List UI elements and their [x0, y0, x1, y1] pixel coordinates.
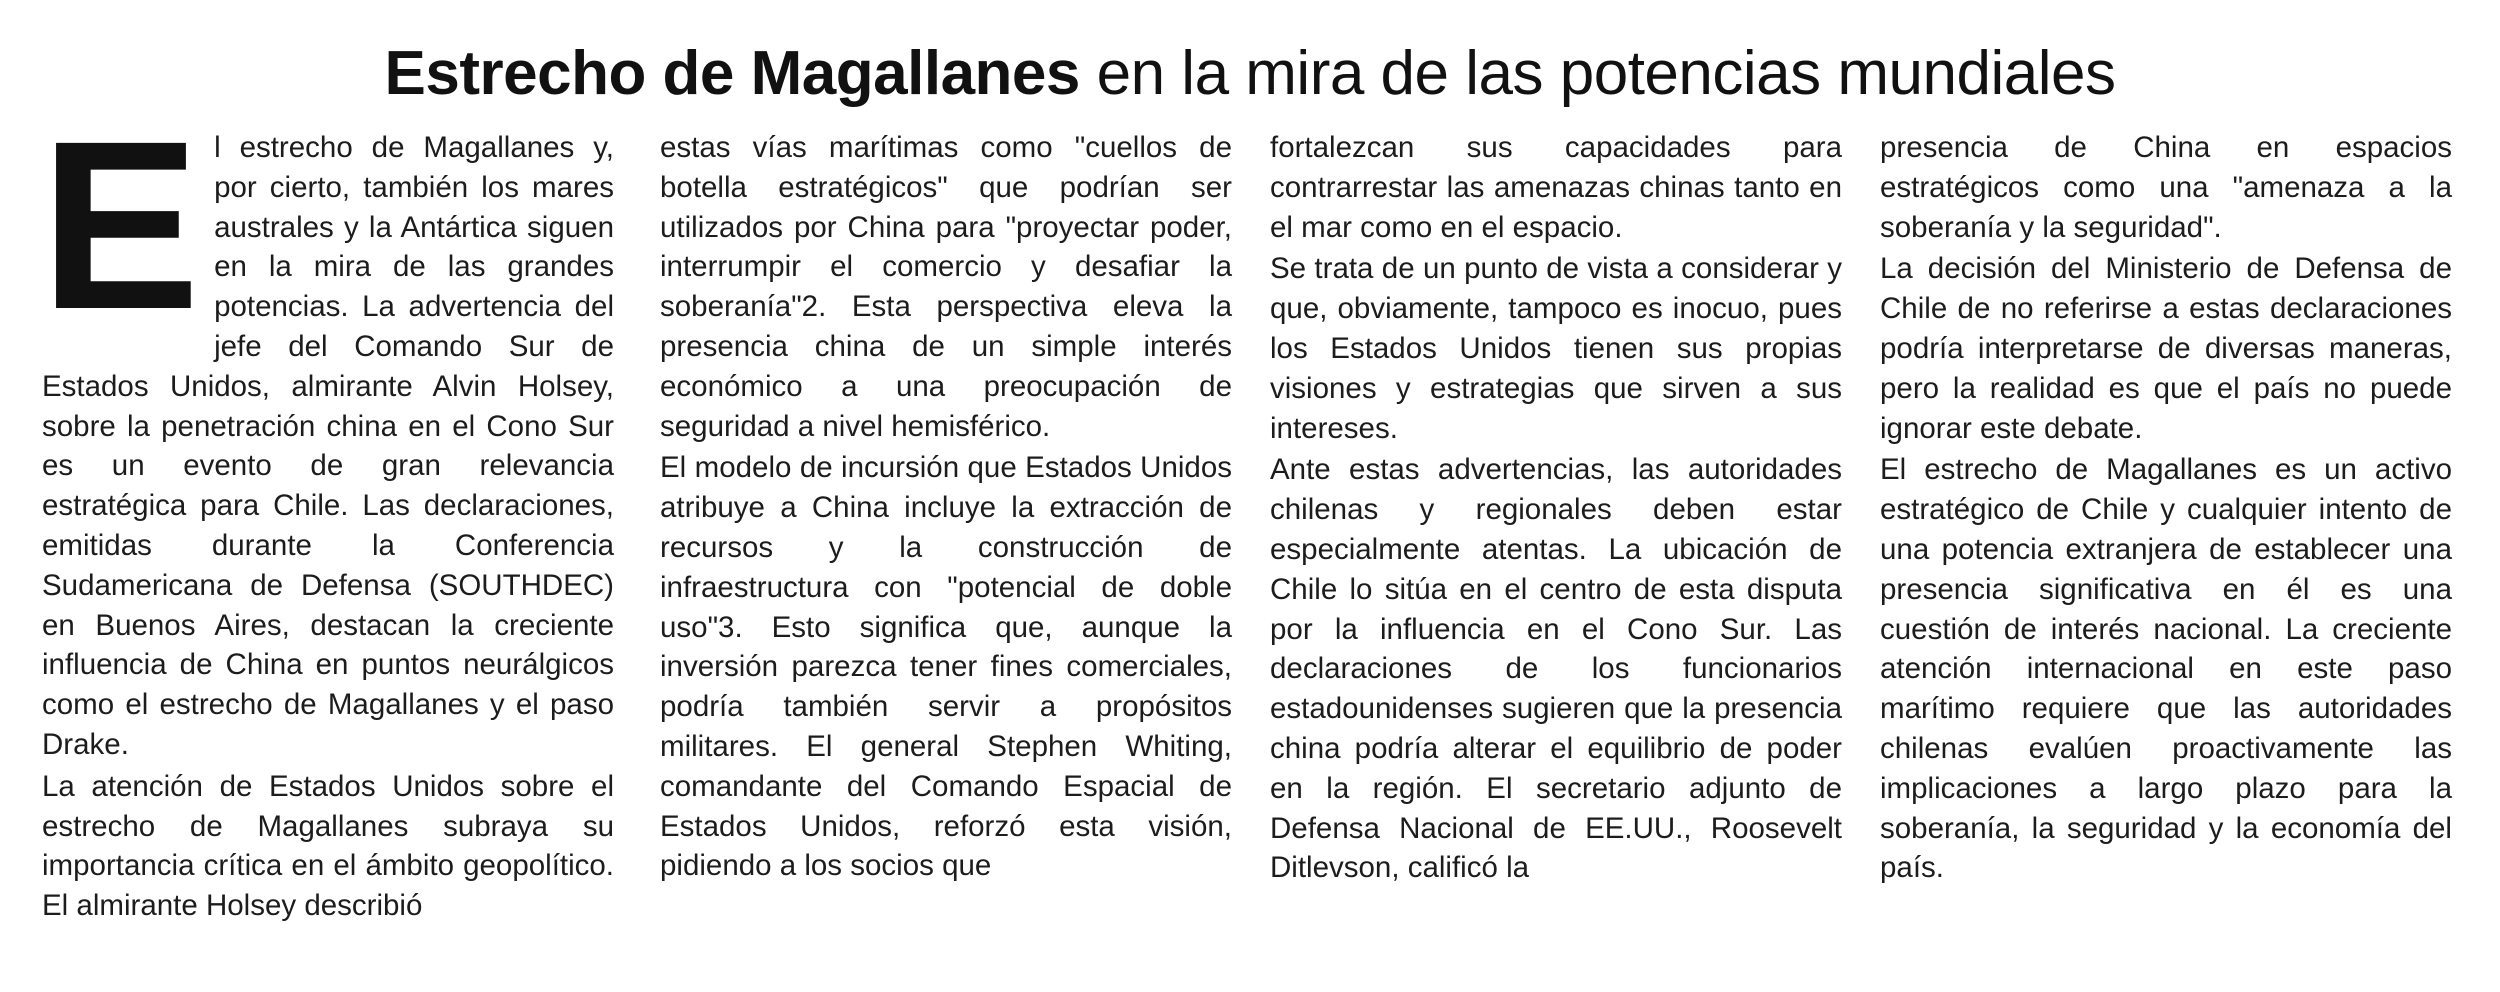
headline-strong: Estrecho de Magallanes — [384, 39, 1080, 108]
article-column-1 — [40, 91, 614, 928]
column-4-paragraph-3: El estrecho de Magallanes es un activo estratégico de Chile y cualquier intento de una potencia extranjera de establecer una presencia significativa en él es una cuestión de interés nacional. La creciente atención internacional en este paso marítimo requiere que las autoridades chilenas evalúen proactivamente las implicaciones a largo plazo para la soberanía, la seguridad y la economía del país. — [1880, 453, 2452, 885]
column-1-paragraph-1-text: l estrecho de Magallanes y, por cierto, también los mares australes y la Antártica siguen en la mira de las grandes potencias. La advertencia del jefe del Comando Sur de Estados Unidos, almirante Alvin Holsey, sobre la penetración china en el Cono Sur es un evento de gran relevancia estratégica para Chile. Las declaraciones, emitidas durante la Conferencia Sudamericana de Defensa (SOUTHDEC) en Buenos Aires, destacan la creciente influencia de China en puntos neurálgicos como el estrecho de Magallanes y el paso Drake. — [42, 131, 614, 761]
drop-cap: E — [40, 91, 201, 359]
headline-light: en la mira de las potencias mundiales — [1079, 39, 2116, 108]
column-3-paragraph-3: Ante estas advertencias, las autoridades chilenas y regionales deben estar especialmente atentas. La ubicación de Chile lo sitúa en el centro de esta disputa por la influencia en el Cono Sur. Las declaraciones de los funcionarios estadounidenses sugieren que la presencia china podría alterar el equilibrio de poder en la región. El secretario adjunto de Defensa Nacional de EE.UU., Roosevelt Ditlevson, calificó la — [1270, 453, 1842, 885]
column-3-paragraph-2: Se trata de un punto de vista a considerar y que, obviamente, tampoco es inocuo, pues los Estados Unidos tienen sus propias visiones y estrategias que sirven a sus intereses. — [1270, 252, 1842, 445]
column-2-paragraph-1: estas vías marítimas como "cuellos de botella estratégicos" que podrían ser utilizados por China para "proyectar poder, interrumpir el comercio y desafiar la soberanía"2. Esta perspectiva eleva la presencia china de un simple interés económico a una preocupación de seguridad a nivel hemisférico. — [660, 131, 1232, 443]
column-1-paragraph-2: La atención de Estados Unidos sobre el estrecho de Magallanes subraya su importancia crítica en el ámbito geopolítico. El almirante Holsey describió — [42, 769, 614, 923]
article-column-2 — [660, 128, 1232, 888]
column-4-paragraph-1: presencia de China en espacios estratégicos como una "amenaza a la soberanía y la seguridad". — [1880, 131, 2452, 244]
article-column-4 — [1880, 128, 2452, 890]
article-headline — [0, 34, 2500, 114]
column-4-paragraph-2: La decisión del Ministerio de Defensa de Chile de no referirse a estas declaraciones podría interpretarse de diversas maneras, pero la realidad es que el país no puede ignorar este debate. — [1880, 252, 2452, 445]
column-2-paragraph-2: El modelo de incursión que Estados Unidos atribuye a China incluye la extracción de recursos y la construcción de infraestructura con "potencial de doble uso"3. Esto significa que, aunque la inversión parezca tener fines comerciales, podría también servir a propósitos militares. El general Stephen Whiting, comandante del Comando Espacial de Estados Unidos, reforzó esta visión, pidiendo a los socios que — [660, 451, 1232, 883]
column-1-paragraph-1 — [40, 91, 614, 765]
article-column-3 — [1270, 128, 1842, 890]
column-3-paragraph-1: fortalezcan sus capacidades para contrarrestar las amenazas chinas tanto en el mar como en el espacio. — [1270, 131, 1842, 244]
